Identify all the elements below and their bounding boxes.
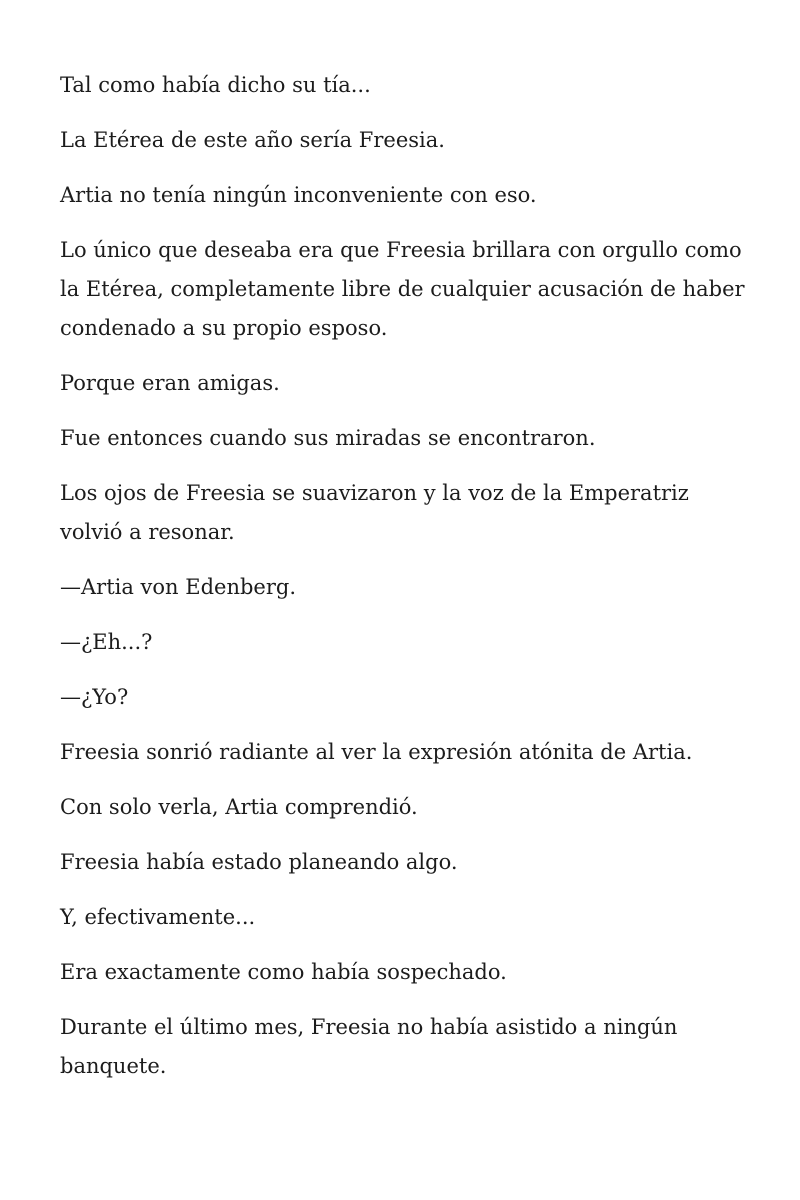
paragraph: Fue entonces cuando sus miradas se encontraron. <box>60 426 596 450</box>
paragraph: Era exactamente como había sospechado. <box>60 960 507 984</box>
paragraph: Artia no tenía ningún inconveniente con eso. <box>60 183 537 207</box>
paragraph: Con solo verla, Artia comprendió. <box>60 795 418 819</box>
dialogue-line: —¿Yo? <box>60 685 129 709</box>
dialogue-line: —Artia von Edenberg. <box>60 575 297 599</box>
dialogue-line: —¿Eh...? <box>60 630 153 654</box>
paragraph: Tal como había dicho su tía... <box>60 73 371 97</box>
paragraph: Lo único que deseaba era que Freesia brillara con orgullo como la Etérea, completamente libre de cualquier acusación de haber condenado a su propio esposo. <box>60 238 745 340</box>
paragraph: Freesia sonrió radiante al ver la expresión atónita de Artia. <box>60 740 693 764</box>
paragraph: Durante el último mes, Freesia no había asistido a ningún banquete. <box>60 1015 678 1078</box>
paragraph: La Etérea de este año sería Freesia. <box>60 128 445 152</box>
paragraph: Los ojos de Freesia se suavizaron y la voz de la Emperatriz volvió a resonar. <box>60 481 689 544</box>
paragraph: Y, efectivamente... <box>60 905 256 929</box>
paragraph: Porque eran amigas. <box>60 371 280 395</box>
story-text <box>60 66 750 1102</box>
paragraph: Freesia había estado planeando algo. <box>60 850 458 874</box>
